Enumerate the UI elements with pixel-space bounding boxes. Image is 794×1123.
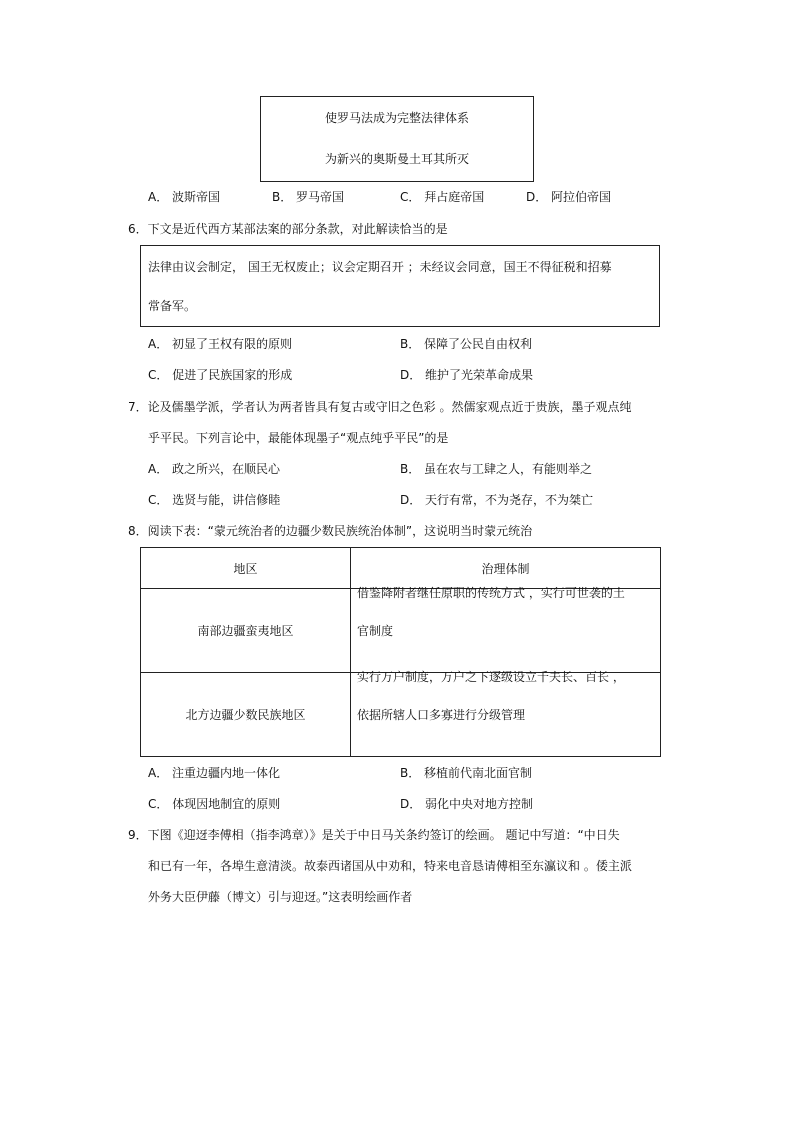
system-cell (351, 670, 661, 757)
q9-stem-line-1: 9．下图《迎迓李傅相（指李鸿章）》是关于中日马关条约签订的绘画。 题记中写道：“中日失 (128, 828, 620, 842)
table-row (141, 673, 661, 757)
q7-option-a[interactable]: A． 政之所兴，在顺民心 (148, 462, 281, 476)
q8-option-a[interactable]: A． 注重边疆内地一体化 (148, 766, 281, 780)
q8-option-c[interactable]: C． 体现因地制宜的原则 (148, 797, 281, 811)
q6-option-d[interactable]: D． 维护了光荣革命成果 (400, 368, 534, 382)
q5-quote-line-1: 使罗马法成为完整法律体系 (324, 111, 469, 125)
q9-stem-line-2: 和已有一年，各埠生意清淡。故泰西诸国从中劝和，特来电音恳请傅相至东瀛议和 。倭主派 (148, 859, 632, 873)
q8-option-d[interactable]: D． 弱化中央对地方控制 (400, 797, 534, 811)
q5-option-d[interactable]: D． 阿拉伯帝国 (526, 190, 612, 204)
q6-option-c[interactable]: C． 促进了民族国家的形成 (148, 368, 293, 382)
q7-stem-line-1: 7．论及儒墨学派，学者认为两者皆具有复古或守旧之色彩 。然儒家观点近于贵族，墨子观点纯 (128, 400, 632, 414)
q8-governance-table (140, 547, 661, 757)
system-line: 依据所辖人口多寡进行分级管理 (357, 708, 526, 722)
q5-option-a[interactable]: A． 波斯帝国 (148, 190, 221, 204)
q6-quote-line-1: 法律由议会制定， 国王无权废止；议会定期召开 ；未经议会同意，国王不得征税和招募 (148, 260, 612, 274)
region-cell: 北方边疆少数民族地区 (141, 673, 351, 757)
q7-option-d[interactable]: D． 天行有常，不为尧存，不为桀亡 (400, 493, 594, 507)
table-row (141, 589, 661, 673)
q5-option-c[interactable]: C． 拜占庭帝国 (400, 190, 485, 204)
q6-option-b[interactable]: B． 保障了公民自由权利 (400, 337, 533, 351)
q5-quote-line-2: 为新兴的奥斯曼土耳其所灭 (324, 152, 469, 166)
q6-quote-box (140, 245, 660, 327)
q6-stem: 6．下文是近代西方某部法案的部分条款，对此解读恰当的是 (128, 222, 448, 236)
q7-option-b[interactable]: B． 虽在农与工肆之人，有能则举之 (400, 462, 593, 476)
q5-option-b[interactable]: B． 罗马帝国 (272, 190, 345, 204)
table-header-row (141, 548, 661, 589)
q6-quote-line-2: 常备军。 (148, 299, 197, 313)
q6-option-a[interactable]: A． 初显了王权有限的原则 (148, 337, 293, 351)
system-cell (351, 586, 661, 673)
system-line: 借鉴降附者继任原职的传统方式 ，实行可世袭的土 (357, 586, 625, 600)
q7-option-c[interactable]: C． 选贤与能，讲信修睦 (148, 493, 281, 507)
region-cell: 南部边疆蛮夷地区 (141, 589, 351, 673)
q8-stem: 8．阅读下表：“蒙元统治者的边疆少数民族统治体制”，这说明当时蒙元统治 (128, 524, 533, 538)
q8-option-b[interactable]: B． 移植前代南北面官制 (400, 766, 533, 780)
header-region: 地区 (141, 548, 351, 589)
q5-quote-box (260, 96, 534, 182)
q7-stem-line-2: 乎平民。下列言论中，最能体现墨子“观点纯乎平民”的是 (148, 431, 449, 445)
q9-stem-line-3: 外务大臣伊藤（博文）引与迎迓。”这表明绘画作者 (148, 890, 413, 904)
header-system: 治理体制 (351, 548, 661, 589)
system-line: 官制度 (357, 624, 394, 638)
system-line: 实行万户制度，万户之下逐级设立千夫长、百长 ， (357, 670, 625, 684)
